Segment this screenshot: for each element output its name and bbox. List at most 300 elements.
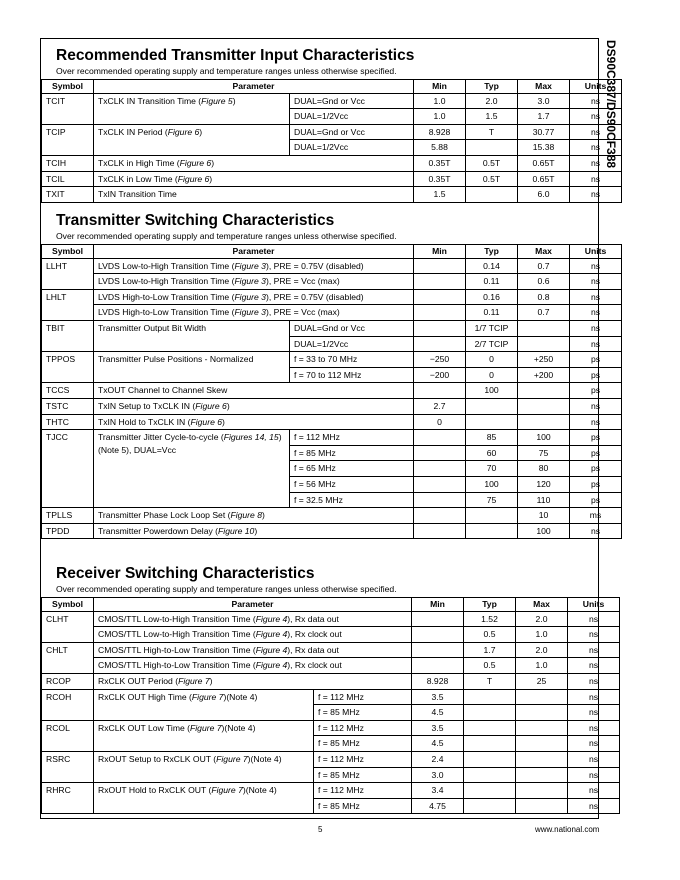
symbol-cell: CHLT (42, 642, 94, 673)
table-row (42, 398, 622, 414)
units-cell: ns (570, 124, 622, 140)
parameter-suffix: ) (232, 95, 236, 106)
condition-cell: f = 112 MHz (314, 783, 412, 799)
units-cell: ps (570, 430, 622, 446)
typ-cell: 0.11 (466, 274, 518, 290)
min-cell (414, 445, 466, 461)
parameter-cell (94, 258, 414, 274)
column-header-max: Max (518, 80, 570, 94)
parameter-text: RxOUT Hold to RxCLK OUT ( (98, 785, 212, 796)
min-cell: −200 (414, 367, 466, 383)
parameter-cell (94, 289, 414, 305)
typ-cell (464, 783, 516, 799)
max-cell (518, 336, 570, 352)
min-cell: 1.0 (414, 93, 466, 109)
symbol-cell: RCOP (42, 673, 94, 689)
symbol-cell: TPDD (42, 523, 94, 539)
parameter-suffix: ) (226, 400, 230, 411)
parameter-text: LVDS High-to-Low Transition Time ( (98, 291, 235, 302)
units-cell: ns (570, 305, 622, 321)
parameter-text: RxOUT Setup to RxCLK OUT ( (98, 753, 217, 764)
section-title: Transmitter Switching Characteristics (56, 212, 335, 229)
parameter-text: RxCLK OUT High Time ( (98, 691, 192, 702)
parameter-cell (94, 430, 290, 508)
units-cell: ps (570, 352, 622, 368)
condition-cell: f = 70 to 112 MHz (290, 367, 414, 383)
parameter-cell (94, 658, 412, 674)
condition-cell: f = 85 MHz (314, 767, 412, 783)
units-cell: ns (568, 767, 620, 783)
parameter-cell (94, 187, 414, 203)
units-cell: ns (568, 689, 620, 705)
parameter-text: TxIN Hold to TxCLK IN ( (98, 416, 191, 427)
parameter-text: RxCLK OUT Period ( (98, 675, 179, 686)
max-cell: 75 (518, 445, 570, 461)
typ-cell (466, 398, 518, 414)
typ-cell (464, 751, 516, 767)
parameter-cell (94, 627, 412, 643)
table-row (42, 642, 620, 658)
min-cell: −250 (414, 352, 466, 368)
column-header-parameter: Parameter (94, 80, 414, 94)
table-row (42, 93, 622, 109)
table-row (42, 627, 620, 643)
parameter-text: TxCLK in High Time ( (98, 157, 180, 168)
parameter-text: Transmitter Jitter Cycle-to-cycle ( (98, 432, 224, 443)
max-cell (518, 320, 570, 336)
condition-cell: f = 32.5 MHz (290, 492, 414, 508)
parameter-text: LVDS Low-to-High Transition Time ( (98, 260, 235, 271)
condition-cell: f = 112 MHz (314, 720, 412, 736)
typ-cell: T (464, 673, 516, 689)
units-cell: ps (570, 476, 622, 492)
units-cell: ms (570, 508, 622, 524)
parameter-text: TxIN Setup to TxCLK IN ( (98, 400, 196, 411)
symbol-cell: TPPOS (42, 352, 94, 383)
units-cell: ns (568, 627, 620, 643)
symbol-cell: TSTC (42, 398, 94, 414)
condition-cell: f = 112 MHz (314, 751, 412, 767)
typ-cell (464, 689, 516, 705)
min-cell (414, 289, 466, 305)
column-header-typ: Typ (466, 80, 518, 94)
units-cell: ps (570, 492, 622, 508)
figure-reference: Figure 10 (218, 525, 255, 536)
min-cell (414, 258, 466, 274)
figure-reference: Figure 4 (255, 660, 288, 671)
max-cell (516, 736, 568, 752)
units-cell: ns (568, 798, 620, 814)
table-row (42, 187, 622, 203)
typ-cell: 0.16 (466, 289, 518, 305)
max-cell (516, 720, 568, 736)
parameter-suffix: )(Note 4) (242, 785, 277, 796)
max-cell (516, 705, 568, 721)
parameter-text: CMOS/TTL High-to-Low Transition Time ( (98, 660, 256, 671)
column-header-typ: Typ (464, 598, 516, 612)
condition-cell: DUAL=Gnd or Vcc (290, 320, 414, 336)
column-header-min: Min (414, 245, 466, 259)
column-header-min: Min (412, 598, 464, 612)
symbol-cell: TBIT (42, 320, 94, 351)
typ-cell: 1.7 (464, 642, 516, 658)
parameter-cell (94, 673, 412, 689)
parameter-cell (94, 523, 414, 539)
condition-cell: f = 112 MHz (314, 689, 412, 705)
max-cell: 0.65T (518, 171, 570, 187)
max-cell: 1.0 (516, 627, 568, 643)
units-cell: ns (570, 274, 622, 290)
table-row (42, 414, 622, 430)
parameter-suffix: )(Note 4) (247, 753, 282, 764)
units-cell: ns (570, 398, 622, 414)
section-title: Recommended Transmitter Input Characteristics (56, 47, 415, 64)
min-cell (414, 320, 466, 336)
typ-cell: 60 (466, 445, 518, 461)
parameter-text: TxCLK IN Transition Time ( (98, 95, 202, 106)
table-row (42, 289, 622, 305)
max-cell (516, 751, 568, 767)
figure-reference: Figure 7 (178, 675, 210, 686)
typ-cell: 0.5 (464, 658, 516, 674)
parameter-text: LVDS Low-to-High Transition Time ( (98, 276, 235, 287)
units-cell: ns (570, 336, 622, 352)
max-cell: +200 (518, 367, 570, 383)
units-cell: ns (570, 93, 622, 109)
parameter-text: Transmitter Output Bit Width (98, 322, 207, 333)
max-cell (518, 414, 570, 430)
parameter-cell (94, 124, 290, 155)
symbol-cell: RSRC (42, 751, 94, 782)
column-header-symbol: Symbol (42, 80, 94, 94)
min-cell (412, 658, 464, 674)
min-cell (414, 461, 466, 477)
figure-reference: Figure 3 (234, 307, 266, 318)
parameter-suffix: ) (199, 126, 203, 137)
units-cell: ns (570, 414, 622, 430)
table-row (42, 611, 620, 627)
units-cell: ns (570, 258, 622, 274)
max-cell: 0.6 (518, 274, 570, 290)
parameter-text: TxIN Transition Time (98, 189, 177, 200)
max-cell (516, 767, 568, 783)
parameter-cell (94, 720, 314, 751)
table-row (42, 720, 620, 736)
table-row (42, 673, 620, 689)
units-cell: ns (568, 658, 620, 674)
spec-table-transmitter-input (41, 79, 622, 203)
figure-reference: Figure 6 (179, 157, 212, 168)
parameter-cell (94, 751, 314, 782)
figure-reference: Figure 7 (211, 785, 243, 796)
spec-table-transmitter-switching (41, 244, 622, 539)
min-cell: 8.928 (412, 673, 464, 689)
table-row (42, 508, 622, 524)
table-row (42, 751, 620, 767)
table-row (42, 352, 622, 368)
parameter-suffix: )(Note 4) (223, 691, 258, 702)
footer-url: www.national.com (535, 825, 600, 834)
parameter-cell (94, 689, 314, 720)
units-cell: ns (570, 171, 622, 187)
figure-reference: Figure 6 (167, 126, 200, 137)
table-header-row (42, 80, 622, 94)
table-row (42, 305, 622, 321)
section-subtitle: Over recommended operating supply and temperature ranges unless otherwise specified. (56, 66, 397, 76)
condition-cell: f = 33 to 70 MHz (290, 352, 414, 368)
max-cell: 10 (518, 508, 570, 524)
max-cell: +250 (518, 352, 570, 368)
typ-cell (466, 508, 518, 524)
figure-reference: Figure 3 (234, 276, 266, 287)
min-cell (412, 642, 464, 658)
parameter-suffix: ), PRE = 0.75V (disabled) (265, 260, 364, 271)
table-row (42, 258, 622, 274)
min-cell: 4.5 (412, 736, 464, 752)
figure-reference: Figure 3 (234, 260, 266, 271)
table-row (42, 783, 620, 799)
parameter-text: CMOS/TTL Low-to-High Transition Time ( (98, 629, 256, 640)
parameter-cell (94, 320, 290, 351)
symbol-cell: TCIT (42, 93, 94, 124)
max-cell: 1.0 (516, 658, 568, 674)
units-cell: ns (568, 705, 620, 721)
units-cell: ns (570, 109, 622, 125)
parameter-suffix: ), Rx data out (287, 644, 339, 655)
typ-cell: 85 (466, 430, 518, 446)
parameter-cell (94, 383, 414, 399)
typ-cell: 1/7 TCIP (466, 320, 518, 336)
symbol-cell: TCCS (42, 383, 94, 399)
condition-cell: f = 112 MHz (290, 430, 414, 446)
typ-cell (464, 705, 516, 721)
max-cell: 3.0 (518, 93, 570, 109)
parameter-text: CMOS/TTL High-to-Low Transition Time ( (98, 644, 256, 655)
min-cell: 0 (414, 414, 466, 430)
table-row (42, 155, 622, 171)
min-cell: 5.88 (414, 140, 466, 156)
max-cell: 0.7 (518, 305, 570, 321)
figure-reference: Figure 4 (255, 629, 288, 640)
part-number-label: DS90C387/DS90CF388 (604, 40, 618, 169)
min-cell: 3.0 (412, 767, 464, 783)
typ-cell: 0.5 (464, 627, 516, 643)
parameter-suffix: ), PRE = 0.75V (disabled) (265, 291, 364, 302)
parameter-suffix: ) (Note 5), DUAL=Vcc (98, 432, 282, 455)
column-header-max: Max (516, 598, 568, 612)
parameter-cell (94, 155, 414, 171)
min-cell: 2.7 (414, 398, 466, 414)
max-cell (518, 383, 570, 399)
parameter-suffix: ), Rx clock out (287, 629, 342, 640)
parameter-text: CMOS/TTL Low-to-High Transition Time ( (98, 613, 256, 624)
section-subtitle: Over recommended operating supply and temperature ranges unless otherwise specified. (56, 231, 397, 241)
figure-reference: Figure 3 (234, 291, 266, 302)
parameter-suffix: ), PRE = Vcc (max) (265, 276, 340, 287)
condition-cell: f = 85 MHz (314, 736, 412, 752)
min-cell (412, 627, 464, 643)
typ-cell: 0.5T (466, 155, 518, 171)
column-header-symbol: Symbol (42, 245, 94, 259)
symbol-cell: LHLT (42, 289, 94, 320)
min-cell: 1.5 (414, 187, 466, 203)
table-row (42, 523, 622, 539)
parameter-cell (94, 398, 414, 414)
min-cell (414, 523, 466, 539)
figure-reference: Figure 8 (230, 510, 262, 521)
column-header-units: Units (570, 245, 622, 259)
min-cell: 8.928 (414, 124, 466, 140)
condition-cell: f = 65 MHz (290, 461, 414, 477)
spec-table-receiver-switching (41, 597, 620, 814)
min-cell: 4.75 (412, 798, 464, 814)
figure-reference: Figure 6 (195, 400, 227, 411)
parameter-text: LVDS High-to-Low Transition Time ( (98, 307, 235, 318)
max-cell: 100 (518, 523, 570, 539)
figure-reference: Figure 7 (190, 722, 222, 733)
units-cell: ns (568, 783, 620, 799)
units-cell: ps (570, 383, 622, 399)
figure-reference: Figure 7 (216, 753, 248, 764)
symbol-cell: THTC (42, 414, 94, 430)
typ-cell: 0 (466, 367, 518, 383)
units-cell: ns (570, 320, 622, 336)
symbol-cell: TCIL (42, 171, 94, 187)
min-cell: 3.5 (412, 720, 464, 736)
parameter-suffix: ) (209, 675, 213, 686)
max-cell: 110 (518, 492, 570, 508)
parameter-text: RxCLK OUT Low Time ( (98, 722, 191, 733)
parameter-suffix: ) (209, 173, 213, 184)
symbol-cell: RCOH (42, 689, 94, 720)
min-cell: 1.0 (414, 109, 466, 125)
symbol-cell: TPLLS (42, 508, 94, 524)
figure-reference: Figure 4 (255, 613, 288, 624)
table-row (42, 658, 620, 674)
typ-cell (466, 523, 518, 539)
parameter-suffix: ), Rx clock out (287, 660, 342, 671)
symbol-cell: RCOL (42, 720, 94, 751)
max-cell: 0.7 (518, 258, 570, 274)
units-cell: ns (570, 523, 622, 539)
typ-cell: 100 (466, 383, 518, 399)
min-cell (414, 508, 466, 524)
symbol-cell: CLHT (42, 611, 94, 642)
parameter-suffix: ), Rx data out (287, 613, 339, 624)
min-cell: 2.4 (412, 751, 464, 767)
column-header-parameter: Parameter (94, 245, 414, 259)
parameter-cell (94, 611, 412, 627)
parameter-suffix: ) (254, 525, 258, 536)
max-cell: 15.38 (518, 140, 570, 156)
max-cell: 100 (518, 430, 570, 446)
typ-cell: 2/7 TCIP (466, 336, 518, 352)
symbol-cell: TXIT (42, 187, 94, 203)
typ-cell (466, 140, 518, 156)
units-cell: ns (568, 642, 620, 658)
symbol-cell: TJCC (42, 430, 94, 508)
parameter-cell (94, 274, 414, 290)
units-cell: ns (568, 736, 620, 752)
parameter-suffix: ) (222, 416, 225, 427)
column-header-symbol: Symbol (42, 598, 94, 612)
min-cell (414, 274, 466, 290)
figure-reference: Figure 7 (191, 691, 224, 702)
parameter-cell (94, 93, 290, 124)
min-cell: 4.5 (412, 705, 464, 721)
parameter-cell (94, 414, 414, 430)
units-cell: ps (570, 367, 622, 383)
max-cell: 2.0 (516, 611, 568, 627)
typ-cell (466, 414, 518, 430)
max-cell: 1.7 (518, 109, 570, 125)
parameter-suffix: ) (262, 510, 265, 521)
table-row (42, 320, 622, 336)
typ-cell (464, 736, 516, 752)
figure-reference: Figure 4 (255, 644, 288, 655)
typ-cell: T (466, 124, 518, 140)
symbol-cell: RHRC (42, 783, 94, 814)
units-cell: ns (568, 611, 620, 627)
max-cell: 80 (518, 461, 570, 477)
max-cell: 6.0 (518, 187, 570, 203)
condition-cell: f = 85 MHz (314, 798, 412, 814)
max-cell (516, 783, 568, 799)
symbol-cell: LLHT (42, 258, 94, 289)
condition-cell: DUAL=Gnd or Vcc (290, 124, 414, 140)
max-cell: 30.77 (518, 124, 570, 140)
typ-cell (464, 720, 516, 736)
table-row (42, 383, 622, 399)
table-row (42, 274, 622, 290)
column-header-min: Min (414, 80, 466, 94)
typ-cell (466, 187, 518, 203)
parameter-cell (94, 783, 314, 814)
typ-cell (464, 767, 516, 783)
figure-reference: Figure 5 (201, 95, 233, 106)
min-cell (414, 430, 466, 446)
parameter-text: Transmitter Powerdown Delay ( (98, 525, 219, 536)
typ-cell (464, 798, 516, 814)
typ-cell: 75 (466, 492, 518, 508)
min-cell: 3.4 (412, 783, 464, 799)
units-cell: ns (568, 720, 620, 736)
max-cell: 120 (518, 476, 570, 492)
max-cell: 0.8 (518, 289, 570, 305)
table-row (42, 430, 622, 446)
column-header-units: Units (568, 598, 620, 612)
min-cell (414, 383, 466, 399)
parameter-cell (94, 508, 414, 524)
typ-cell: 0.14 (466, 258, 518, 274)
typ-cell: 70 (466, 461, 518, 477)
units-cell: ns (568, 673, 620, 689)
parameter-text: Transmitter Pulse Positions - Normalized (98, 354, 254, 365)
min-cell (414, 336, 466, 352)
figure-reference: Figures 14, 15 (223, 432, 279, 443)
parameter-suffix: )(Note 4) (221, 722, 256, 733)
table-row (42, 689, 620, 705)
units-cell: ps (570, 445, 622, 461)
typ-cell: 1.52 (464, 611, 516, 627)
section-subtitle: Over recommended operating supply and temperature ranges unless otherwise specified. (56, 584, 397, 594)
condition-cell: f = 56 MHz (290, 476, 414, 492)
table-row (42, 124, 622, 140)
parameter-text: Transmitter Phase Lock Loop Set ( (98, 510, 231, 521)
min-cell (412, 611, 464, 627)
figure-reference: Figure 6 (190, 416, 223, 427)
units-cell: ns (570, 289, 622, 305)
